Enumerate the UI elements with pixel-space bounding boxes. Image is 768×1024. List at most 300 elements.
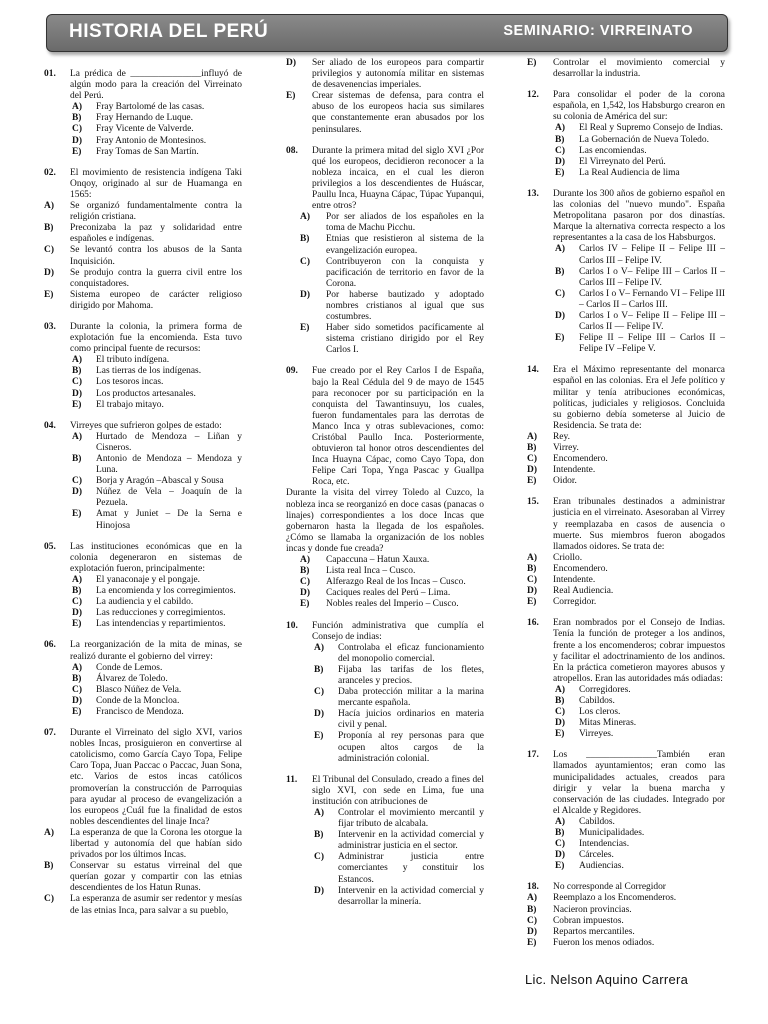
option-letter: B) bbox=[527, 443, 537, 453]
option bbox=[555, 135, 725, 146]
option-text: El tributo indígena. bbox=[96, 355, 170, 366]
option-letter: B) bbox=[72, 454, 82, 464]
option-letter: A) bbox=[44, 201, 54, 212]
option-letter: B) bbox=[300, 566, 310, 577]
option bbox=[555, 850, 725, 861]
option bbox=[72, 476, 242, 487]
option bbox=[72, 124, 242, 135]
option-letter: C) bbox=[72, 377, 82, 388]
option-text: Las intendencias y repartimientos. bbox=[96, 619, 226, 630]
option-letter: C) bbox=[555, 707, 565, 718]
option bbox=[555, 729, 725, 740]
question-number: 04. bbox=[44, 420, 56, 431]
question-number: 03. bbox=[44, 321, 56, 332]
option-text: Hurtado de Mendoza – Liñan y Cisneros. bbox=[96, 431, 242, 453]
option-letter: E) bbox=[555, 167, 565, 178]
option-text: Núñez de Vela – Joaquín de la Pezuela. bbox=[96, 487, 242, 509]
option-letter: A) bbox=[44, 827, 54, 838]
question-stem bbox=[44, 728, 242, 828]
option-text: Alferazgo Real de los Incas – Cusco. bbox=[326, 577, 466, 588]
option bbox=[72, 597, 242, 608]
option-text: Controlaba el eficaz funcionamiento del monopolio comercial. bbox=[338, 642, 484, 664]
option bbox=[555, 157, 725, 168]
option-text: El Virreynato del Perú. bbox=[579, 156, 666, 167]
question-number: 07. bbox=[44, 728, 56, 739]
question-text: Las instituciones económicas que en la colonia degeneraron en sistemas de explotación fueron, principalmente: bbox=[70, 541, 242, 574]
option bbox=[72, 389, 242, 400]
option-letter: A) bbox=[314, 642, 324, 653]
option-text: Lista real Inca – Cusco. bbox=[326, 566, 416, 577]
question-text: Eran tribunales destinados a administrar justicia en el virreinato. Asesoraban al Virrey y reemplazaba en casos de ausencia o muerte. Sus miembros fueron abogados llamados oidores. Se trata de: bbox=[553, 497, 725, 552]
option-letter: E) bbox=[72, 509, 82, 520]
page-title: HISTORIA DEL PERÚ bbox=[69, 21, 269, 42]
option-letter: A) bbox=[314, 808, 324, 818]
option-letter: D) bbox=[72, 388, 82, 399]
option-letter: A) bbox=[527, 431, 537, 442]
question-number: 11. bbox=[286, 774, 298, 785]
question-text: Los _______________También eran llamados ayuntamientos; eran como las municipalidades actuales, creados para dirigir y velar la buena marcha y conservación de las ciudades. Integrado por el Alcalde y Regidores. bbox=[553, 750, 725, 816]
option-text: Audiencias. bbox=[579, 861, 624, 872]
option-letter: E) bbox=[555, 729, 565, 740]
option bbox=[527, 553, 725, 564]
option-text: Encomendero. bbox=[553, 563, 608, 574]
question-text: Función administrativa que cumplía el Consejo de indias: bbox=[312, 620, 484, 642]
question-number: 10. bbox=[286, 620, 298, 631]
option-text: Contribuyeron con la conquista y pacificación de territorio en favor de la Corona. bbox=[326, 256, 484, 289]
column-1 bbox=[44, 69, 242, 927]
option bbox=[72, 432, 242, 454]
option-text: Se organizó fundamentalmente contra la religión cristiana. bbox=[70, 201, 242, 223]
option bbox=[314, 709, 484, 731]
question-stem bbox=[44, 640, 242, 662]
option-text: Preconizaba la paz y solidaridad entre españoles e indígenas. bbox=[70, 223, 242, 245]
question-01 bbox=[44, 69, 242, 158]
option bbox=[44, 268, 242, 290]
question-text: Fue creado por el Rey Carlos I de España, bajo la Real Cédula del 9 de mayo de 1545 para reconocer por su participación en la conquista del Tawantinsuyu, los cuales, fueron fundamentales para las derrotas de Manco Inca y otras sublevaciones, como: Cristóbal Paullo Inca. Posteriormente, obtuvieron tal honor otros descendientes del Inca Huayna Cápac, como Cayo Topa, don Felipe Cari Topa, Ynga Pascac y Guallpa Roca, etc. bbox=[312, 366, 484, 488]
option-letter: A) bbox=[555, 816, 565, 827]
option-text: Las reducciones y corregimientos. bbox=[96, 608, 226, 619]
option-letter: C) bbox=[527, 915, 537, 926]
option bbox=[527, 476, 725, 487]
option-letter: E) bbox=[44, 289, 54, 300]
option bbox=[527, 893, 725, 904]
option bbox=[527, 58, 725, 80]
option-text: Conde de Lemos. bbox=[96, 662, 163, 673]
column-3 bbox=[527, 58, 725, 959]
question-08 bbox=[286, 146, 484, 357]
question-text: No corresponde al Corregidor bbox=[553, 882, 666, 893]
option-letter: C) bbox=[314, 852, 324, 863]
question-16 bbox=[527, 618, 725, 740]
option-letter: C) bbox=[72, 124, 82, 135]
option-text: Carlos I o V– Felipe III – Carlos II – Carlos III – Felipe IV. bbox=[579, 266, 725, 288]
option-text: Intervenir en la actividad comercial y administrar justicia en el sector. bbox=[338, 830, 484, 852]
option-text: Daba protección militar a la marina mercante española. bbox=[338, 687, 484, 709]
option bbox=[300, 234, 484, 256]
option-text: Controlar el movimiento comercial y desarrollar la industria. bbox=[553, 58, 725, 80]
option-letter: B) bbox=[72, 586, 82, 597]
option-letter: E) bbox=[300, 323, 310, 334]
option-text: Capaccuna – Hatun Xauxa. bbox=[326, 555, 430, 566]
option bbox=[72, 487, 242, 509]
option-letter: B) bbox=[72, 366, 82, 377]
question-number: 02. bbox=[44, 167, 56, 178]
option-text: Ser aliado de los europeos para compartir privilegios y autonomía militar en sistemas de desavenencias imperiales. bbox=[312, 58, 484, 91]
option-letter: A) bbox=[72, 662, 82, 673]
option-letter: A) bbox=[555, 244, 565, 255]
option-letter: E) bbox=[314, 731, 324, 742]
option-letter: B) bbox=[44, 861, 54, 872]
question-text: Eran nombrados por el Consejo de Indias. Tenía la función de proteger a los andinos, frente a los encomenderos; cobrar impuestos y facilitar el adoctrinamiento de los andinos. En la práctica cometieron mayores abusos y atropellos. Eran las autoridades más odiadas: bbox=[553, 618, 725, 684]
option bbox=[555, 333, 725, 355]
option-text: Carlos IV – Felipe II – Felipe III – Carlos III – Felipe IV. bbox=[579, 244, 725, 266]
option bbox=[44, 223, 242, 245]
continued-options bbox=[286, 58, 484, 136]
option bbox=[72, 619, 242, 630]
question-stem bbox=[527, 497, 725, 552]
option bbox=[300, 577, 484, 588]
option bbox=[555, 817, 725, 828]
question-18 bbox=[527, 882, 725, 949]
option-letter: A) bbox=[300, 555, 310, 566]
option-letter: E) bbox=[527, 597, 537, 608]
option-letter: E) bbox=[555, 333, 565, 344]
question-number: 18. bbox=[527, 882, 539, 893]
option bbox=[314, 886, 484, 908]
option bbox=[555, 718, 725, 729]
option-letter: B) bbox=[314, 664, 324, 675]
question-paragraph: Durante la visita del virrey Toledo al Cuzco, la nobleza inca se reorganizó en doce casas (panacas o linajes) correspondientes a los doce Incas que gobernaron hasta la llegada de los españoles. ¿Cómo se llamaba la organización de los nobles incas y donde fue creada? bbox=[286, 488, 484, 554]
option-letter: A) bbox=[300, 212, 310, 223]
option-letter: C) bbox=[300, 577, 310, 588]
option-text: Las encomiendas. bbox=[579, 145, 647, 156]
option-letter: C) bbox=[527, 575, 537, 586]
option bbox=[527, 432, 725, 443]
option-letter: A) bbox=[555, 684, 565, 695]
option bbox=[72, 136, 242, 147]
question-text: Durante el Virreinato del siglo XVI, varios nobles Incas, prosiguieron en convertirse al catolicismo, como García Cayo Topa, Felipe Caro Topa, Juan Paccac o Paccac, Juan Sona, etc. Varios de estos incas católicos promoverían la construcción de Parroquias para ayudar al proceso de evangelización a los europeos ¿Cuál fue la finalidad de estos nobles descendientes del linaje Inca? bbox=[70, 728, 242, 827]
option-letter: A) bbox=[72, 574, 82, 585]
option bbox=[555, 707, 725, 718]
question-09 bbox=[286, 366, 484, 610]
option bbox=[72, 674, 242, 685]
question-stem bbox=[286, 621, 484, 643]
option-letter: C) bbox=[555, 145, 565, 156]
question-stem bbox=[527, 882, 725, 893]
question-number: 15. bbox=[527, 497, 539, 508]
option-text: Crear sistemas de defensa, para contra el abuso de los europeos hacia sus similares que constantemente eran abusados por los peninsulares. bbox=[312, 91, 484, 135]
option-text: La encomienda y los corregimientos. bbox=[96, 586, 236, 597]
option-text: Etnias que resistieron al sistema de la evangelización europea. bbox=[326, 234, 484, 256]
option bbox=[527, 927, 725, 938]
question-07 bbox=[44, 728, 242, 917]
option-letter: E) bbox=[555, 861, 565, 872]
option-text: Intendencias. bbox=[579, 839, 630, 850]
option-text: Los cleros. bbox=[579, 707, 621, 718]
option bbox=[314, 731, 484, 764]
option-text: La esperanza de asumir ser redentor y mesías de las etnias Inca, para salvar a su pueblo, bbox=[70, 894, 242, 916]
question-number: 12. bbox=[527, 90, 539, 101]
option bbox=[527, 905, 725, 916]
option-text: Fray Hernando de Luque. bbox=[96, 113, 193, 124]
option bbox=[555, 685, 725, 696]
option-letter: B) bbox=[555, 134, 565, 145]
question-05 bbox=[44, 542, 242, 631]
option bbox=[72, 509, 242, 531]
question-text: Durante los 300 años de gobierno español en las colonias del "nuevo mundo". España Metropolitana pasaron por dos dinastías. Marque la alternativa correcta respecto a los representantes a la casa de los Habsburgos. bbox=[553, 188, 725, 244]
question-number: 14. bbox=[527, 365, 539, 376]
question-stem bbox=[527, 365, 725, 432]
option-text: Blasco Núñez de Vela. bbox=[96, 684, 182, 695]
option bbox=[555, 828, 725, 839]
option-text: Por ser aliados de los españoles en la toma de Machu Picchu. bbox=[326, 212, 484, 234]
option-text: El trabajo mitayo. bbox=[96, 399, 164, 410]
option-text: Fueron los menos odiados. bbox=[553, 937, 655, 948]
option-text: Virreyes. bbox=[579, 729, 614, 740]
option-text: Repartos mercantiles. bbox=[553, 926, 635, 937]
option-letter: E) bbox=[527, 58, 537, 68]
option-letter: C) bbox=[527, 454, 537, 465]
option bbox=[555, 839, 725, 850]
option bbox=[44, 201, 242, 223]
option-text: Amat y Juniet – De la Serna e Hinojosa bbox=[96, 509, 242, 531]
option-letter: D) bbox=[72, 608, 82, 619]
option bbox=[72, 113, 242, 124]
option-text: Cárceles. bbox=[579, 850, 614, 861]
option bbox=[300, 599, 484, 610]
option-letter: B) bbox=[314, 830, 324, 841]
option-text: Fijaba las tarifas de los fletes, aranceles y precios. bbox=[338, 664, 484, 686]
option-letter: B) bbox=[555, 828, 565, 838]
question-text: Durante la primera mitad del siglo XVI ¿Por qué los europeos, decidieron reconocer a la nobleza incaica, en el cual les dieron privilegios a los descendientes de Huáscar, Paullu Inca, Huayna Cápac, Túpac Yupanqui, entre otros? bbox=[312, 145, 484, 212]
question-text: La prédica de _______________influyó de algún modo para la creación del Virreinato del Perú. bbox=[70, 69, 242, 102]
option-text: Álvarez de Toledo. bbox=[96, 673, 168, 684]
question-11 bbox=[286, 775, 484, 908]
option-letter: A) bbox=[527, 893, 537, 904]
option-text: Cobran impuestos. bbox=[553, 915, 624, 926]
option bbox=[555, 267, 725, 289]
option-letter: C) bbox=[555, 288, 565, 299]
seminar-title: SEMINARIO: VIRREINATO bbox=[503, 23, 693, 39]
option bbox=[44, 828, 242, 861]
option-letter: C) bbox=[72, 684, 82, 695]
question-number: 01. bbox=[44, 69, 56, 79]
option-text: La audiencia y el cabildo. bbox=[96, 597, 194, 608]
option-letter: C) bbox=[314, 687, 324, 698]
option bbox=[527, 597, 725, 608]
option-text: La Real Audiencia de lima bbox=[579, 167, 680, 178]
option-text: Fray Vicente de Valverde. bbox=[96, 124, 194, 135]
question-text: El Tribunal del Consulado, creado a fines del siglo XVI, con sede en Lima, fue una institución con atribuciones de bbox=[312, 774, 484, 807]
option-text: Virrey. bbox=[553, 443, 579, 453]
option bbox=[555, 146, 725, 157]
option-letter: B) bbox=[555, 266, 565, 277]
question-04 bbox=[44, 421, 242, 532]
option-text: Corregidor. bbox=[553, 597, 597, 608]
option-letter: B) bbox=[555, 695, 565, 706]
question-stem bbox=[527, 90, 725, 123]
option-text: Se levantó contra los abusos de la Santa Inquisición. bbox=[70, 245, 242, 267]
option-letter: E) bbox=[300, 599, 310, 610]
header-banner bbox=[46, 14, 728, 52]
option-text: Intendente. bbox=[553, 465, 596, 476]
question-03 bbox=[44, 322, 242, 411]
option bbox=[555, 696, 725, 707]
option-text: Rey. bbox=[553, 431, 570, 442]
option-letter: A) bbox=[72, 431, 82, 442]
question-number: 09. bbox=[286, 366, 298, 377]
question-stem bbox=[44, 69, 242, 102]
option-letter: E) bbox=[527, 476, 537, 487]
option-letter: D) bbox=[555, 310, 565, 321]
option-letter: D) bbox=[527, 586, 537, 597]
option-text: Fray Bartolomé de las casas. bbox=[96, 102, 205, 113]
option bbox=[527, 465, 725, 476]
question-12 bbox=[527, 90, 725, 179]
option bbox=[555, 311, 725, 333]
question-number: 17. bbox=[527, 750, 539, 761]
question-13 bbox=[527, 189, 725, 355]
option-text: Antonio de Mendoza – Mendoza y Luna. bbox=[96, 454, 242, 476]
option bbox=[300, 555, 484, 566]
option bbox=[72, 586, 242, 597]
option bbox=[44, 861, 242, 894]
question-06 bbox=[44, 640, 242, 718]
question-number: 08. bbox=[286, 145, 298, 156]
option bbox=[72, 355, 242, 366]
option-text: Fray Antonio de Montesinos. bbox=[96, 135, 207, 146]
option bbox=[44, 894, 242, 916]
option bbox=[72, 377, 242, 388]
option-text: Intervenir en la actividad comercial y desarrollar la minería. bbox=[338, 885, 484, 907]
option-text: Nobles reales del Imperio – Cusco. bbox=[326, 599, 459, 610]
option bbox=[314, 808, 484, 830]
option-text: Carlos I o V– Felipe II – Felipe III – Carlos II — Felipe IV. bbox=[579, 310, 725, 333]
option bbox=[314, 830, 484, 852]
option bbox=[527, 916, 725, 927]
question-stem bbox=[44, 421, 242, 432]
question-stem bbox=[286, 146, 484, 213]
option bbox=[300, 257, 484, 290]
option-letter: D) bbox=[314, 709, 324, 720]
option bbox=[72, 454, 242, 476]
question-17 bbox=[527, 750, 725, 872]
question-stem bbox=[44, 168, 242, 201]
option-letter: D) bbox=[300, 588, 310, 599]
option bbox=[72, 400, 242, 411]
option-text: Encomendero. bbox=[553, 454, 608, 465]
option bbox=[314, 687, 484, 709]
option-text: Francisco de Mendoza. bbox=[96, 706, 184, 717]
option bbox=[44, 245, 242, 267]
question-stem bbox=[527, 618, 725, 685]
option bbox=[44, 290, 242, 312]
option-text: Cabildos. bbox=[579, 816, 615, 827]
option-letter: C) bbox=[72, 476, 82, 487]
option bbox=[300, 323, 484, 356]
option bbox=[314, 665, 484, 687]
option-text: Caciques reales del Perú – Lima. bbox=[326, 588, 451, 599]
option-letter: C) bbox=[72, 597, 82, 608]
question-02 bbox=[44, 168, 242, 312]
question-text: Era el Máximo representante del monarca español en las colonias. Era el Jefe político y militar y tenía atribuciones económicas, políticas, judiciales y religiosos. Concluida su gobierno debía someterse al Juicio de Residencia. Se trata de: bbox=[553, 365, 725, 431]
option bbox=[314, 643, 484, 665]
option-text: Proponía al rey personas para que ocupen altos cargos de la administración colonial. bbox=[338, 731, 484, 764]
option bbox=[72, 608, 242, 619]
option-letter: B) bbox=[527, 563, 537, 574]
option-letter: D) bbox=[555, 718, 565, 729]
option-letter: C) bbox=[555, 839, 565, 850]
option-text: Intendente. bbox=[553, 575, 596, 586]
option-letter: E) bbox=[72, 146, 82, 157]
option-letter: B) bbox=[72, 673, 82, 684]
option-text: Oidor. bbox=[553, 476, 577, 487]
option-text: La Gobernación de Nueva Toledo. bbox=[579, 134, 709, 145]
option-text: Los productos artesanales. bbox=[96, 388, 196, 399]
option-letter: C) bbox=[44, 245, 54, 256]
option bbox=[72, 102, 242, 113]
option-letter: D) bbox=[300, 289, 310, 300]
option-letter: A) bbox=[555, 123, 565, 134]
option-text: Corregidores. bbox=[579, 684, 631, 695]
option bbox=[314, 852, 484, 885]
option bbox=[72, 696, 242, 707]
question-number: 05. bbox=[44, 541, 56, 552]
option bbox=[555, 289, 725, 311]
option-letter: E) bbox=[72, 399, 82, 410]
option bbox=[72, 575, 242, 586]
option-letter: B) bbox=[300, 234, 310, 245]
option bbox=[72, 663, 242, 674]
option-text: Hacía juicios ordinarios en materia civil y penal. bbox=[338, 709, 484, 731]
question-stem bbox=[286, 366, 484, 488]
option-text: Conservar su estatus virreinal del que querían gozar y compartir con las etnias descendientes de los Hatun Runas. bbox=[70, 861, 242, 894]
option-letter: A) bbox=[72, 102, 82, 113]
option-text: El yanaconaje y el pongaje. bbox=[96, 574, 201, 585]
option-text: Haber sido sometidos pacíficamente al sistema cristiano dirigido por el Rey Carlos I. bbox=[326, 323, 484, 356]
option-letter: D) bbox=[527, 465, 537, 476]
option bbox=[300, 212, 484, 234]
option-text: Cabildos. bbox=[579, 695, 615, 706]
option-text: Sistema europeo de carácter religioso dirigido por Mahoma. bbox=[70, 289, 242, 311]
option-text: Controlar el movimiento mercantil y fijar tributo de alcabala. bbox=[338, 808, 484, 830]
option bbox=[555, 168, 725, 179]
option-letter: D) bbox=[555, 156, 565, 167]
option bbox=[286, 58, 484, 91]
option bbox=[527, 575, 725, 586]
option-letter: D) bbox=[286, 58, 296, 68]
option-text: Los tesoros incas. bbox=[96, 377, 164, 388]
option bbox=[300, 588, 484, 599]
option bbox=[527, 564, 725, 575]
option-letter: A) bbox=[527, 552, 537, 563]
option bbox=[527, 586, 725, 597]
question-stem bbox=[527, 750, 725, 817]
question-10 bbox=[286, 621, 484, 765]
question-text: Para consolidar el poder de la corona española, en 1,542, los Habsburgo crearon en su colonia de América del sur: bbox=[553, 90, 725, 123]
option-text: Carlos I o V– Fernando VI – Felipe III – Carlos II – Carlos III. bbox=[579, 288, 725, 310]
option-letter: B) bbox=[44, 223, 54, 234]
option-text: Real Audiencia. bbox=[553, 586, 614, 597]
option-text: Reemplazo a los Encomenderos. bbox=[553, 893, 677, 904]
option-letter: B) bbox=[72, 113, 82, 124]
option-letter: B) bbox=[527, 904, 537, 915]
author-footer: Lic. Nelson Aquino Carrera bbox=[525, 972, 689, 987]
option bbox=[72, 685, 242, 696]
option-text: Por haberse bautizado y adoptado nombres cristianos al igual que sus costumbres. bbox=[326, 289, 484, 323]
question-number: 16. bbox=[527, 618, 539, 629]
option-text: Fray Tomas de San Martín. bbox=[96, 146, 199, 157]
